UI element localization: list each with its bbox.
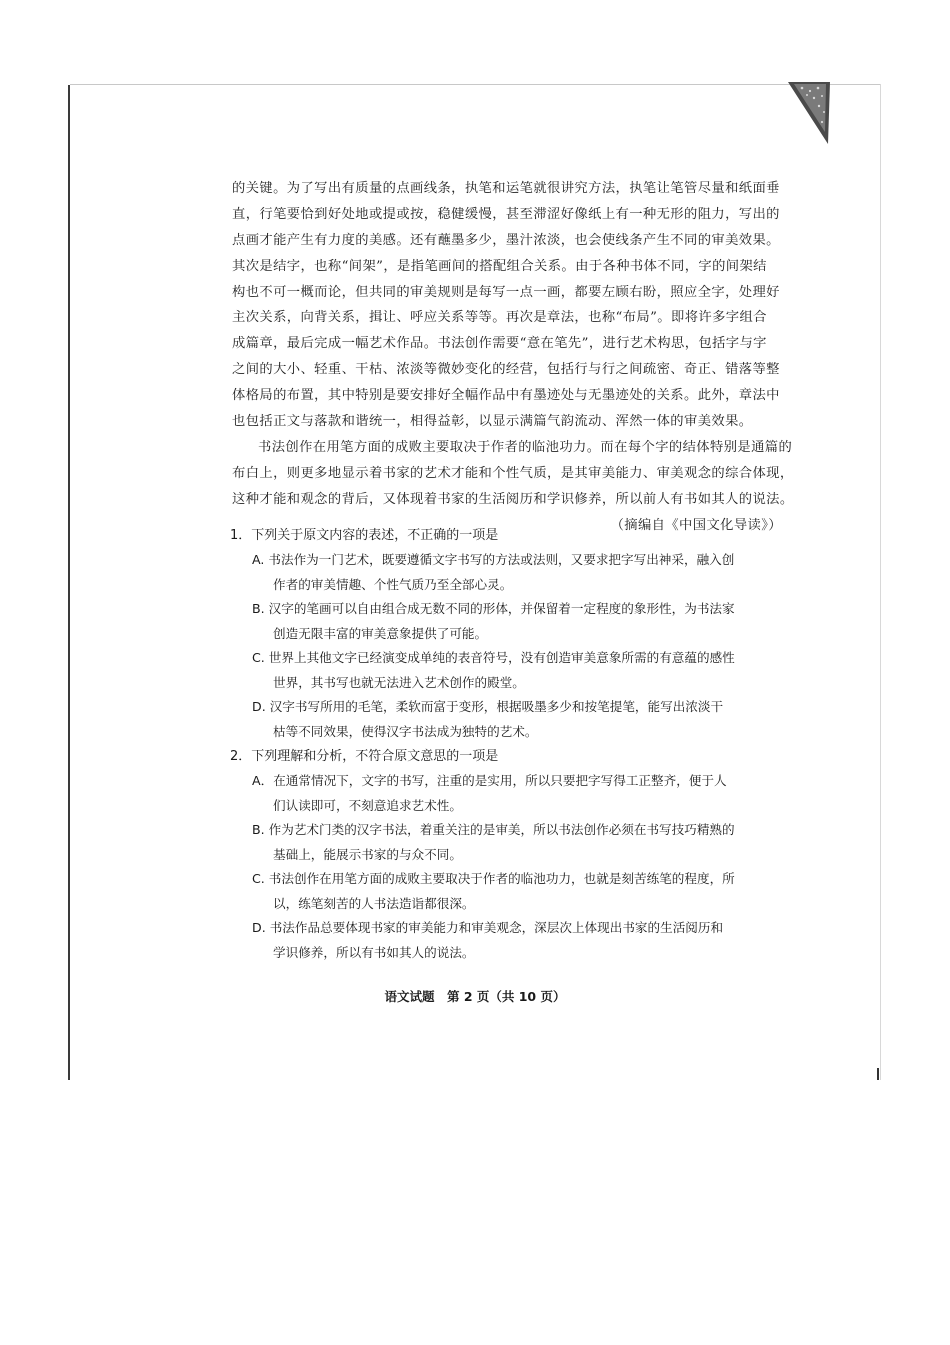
passage-line: 其次是结字，也称“间架”，是指笔画间的搭配组合关系。由于各种书体不同，字的间架结 (232, 258, 767, 274)
option-line: 以，练笔刻苦的人书法造诣都很深。 (273, 895, 475, 911)
option-line: 们认读即可，不刻意追求艺术性。 (273, 797, 462, 813)
reading-passage (232, 176, 794, 538)
option-a (230, 769, 790, 818)
question-stem: 2．下列理解和分析，不符合原文意思的一项是 (230, 749, 499, 764)
option-line: 世界，其书写也就无法进入艺术创作的殿堂。 (273, 674, 525, 690)
page-left-edge (68, 85, 70, 1080)
passage-line: 成篇章，最后完成一幅艺术作品。书法创作需要“意在笔先”，进行艺术构思，包括字与字 (232, 336, 767, 352)
option-b (230, 597, 790, 646)
page-footer: 语文试题 第 2 页（共 10 页） (384, 989, 566, 1004)
option-line: 作者的审美情趣、个性气质乃至全部心灵。 (273, 576, 513, 592)
passage-line: 体格局的布置，其中特别是要安排好全幅作品中有墨迹处与无墨迹处的关系。此外，章法中 (232, 388, 780, 404)
option-line: 枯等不同效果，使得汉字书法成为独特的艺术。 (273, 723, 538, 739)
question-2 (230, 744, 790, 965)
passage-line: 主次关系，向背关系，揖让、呼应关系等等。再次是章法，也称“布局”。即将许多字组合 (232, 310, 767, 326)
option-line: D. 汉字书写所用的毛笔，柔软而富于变形，根据吸墨多少和按笔提笔，能写出浓淡干 (252, 699, 724, 714)
option-line: A．在通常情况下，文字的书写，注重的是实用，所以只要把字写得工正整齐，便于人 (252, 773, 727, 788)
question-stem: 1．下列关于原文内容的表述，不正确的一项是 (230, 528, 499, 543)
option-line: 学识修养，所以有书如其人的说法。 (273, 944, 475, 960)
page-right-edge (880, 84, 881, 1080)
passage-source: （摘编自《中国文化导读》） (610, 517, 782, 533)
passage-line: 布白上，则更多地显示着书家的艺术才能和个性气质，是其审美能力、审美观念的综合体现， (232, 465, 794, 481)
option-a (230, 548, 790, 597)
questions-section (230, 523, 790, 965)
passage-line: 的关键。为了写出有质量的点画线条，执笔和运笔就很讲究方法，执笔让笔管尽量和纸面垂 (232, 181, 780, 196)
passage-line: 直，行笔要恰到好处地或提或按，稳健缓慢，甚至滞涩好像纸上有一种无形的阻力，写出的 (232, 206, 780, 222)
option-line: C. 书法创作在用笔方面的成败主要取决于作者的临池功力，也就是刻苦练笔的程度，所 (252, 871, 735, 886)
page-edge-mark (877, 1068, 879, 1080)
question-1 (230, 523, 790, 744)
option-line: B. 汉字的笔画可以自由组合成无数不同的形体，并保留着一定程度的象形性，为书法家 (252, 601, 735, 616)
option-b (230, 818, 790, 867)
option-line: A. 书法作为一门艺术，既要遵循文字书写的方法或法则，又要求把字写出神采，融入创 (252, 552, 735, 567)
option-c (230, 646, 790, 695)
option-line: C. 世界上其他文字已经演变成单纯的表音符号，没有创造审美意象所需的有意蕴的感性 (252, 650, 735, 665)
option-d (230, 916, 790, 965)
passage-line: 这种才能和观念的背后，又体现着书家的生活阅历和学识修养，所以前人有书如其人的说法。 (232, 491, 794, 507)
option-d (230, 695, 790, 744)
option-line: B. 作为艺术门类的汉字书法，着重关注的是审美，所以书法创作必须在书写技巧精熟的 (252, 822, 735, 837)
option-line: D. 书法作品总要体现书家的审美能力和审美观念，深层次上体现出书家的生活阅历和 (252, 920, 724, 935)
option-line: 基础上，能展示书家的与众不同。 (273, 846, 462, 862)
passage-line: 构也不可一概而论，但共同的审美规则是每写一点一画，都要左顾右盼，照应全字，处理好 (232, 284, 780, 300)
folded-corner-shadow (788, 82, 830, 144)
passage-line: 之间的大小、轻重、干枯、浓淡等微妙变化的经营，包括行与行之间疏密、奇正、错落等整 (232, 362, 780, 378)
page-top-edge (70, 84, 880, 85)
option-c (230, 867, 790, 916)
passage-line: 点画才能产生有力度的美感。还有蘸墨多少，墨汁浓淡，也会使线条产生不同的审美效果。 (232, 232, 780, 248)
option-line: 创造无限丰富的审美意象提供了可能。 (273, 625, 488, 641)
passage-line: 也包括正文与落款和谐统一，相得益彰，以显示满篇气韵流动、浑然一体的审美效果。 (232, 414, 753, 430)
passage-line: 书法创作在用笔方面的成败主要取决于作者的临池功力。而在每个字的结体特别是通篇的 (258, 439, 793, 455)
